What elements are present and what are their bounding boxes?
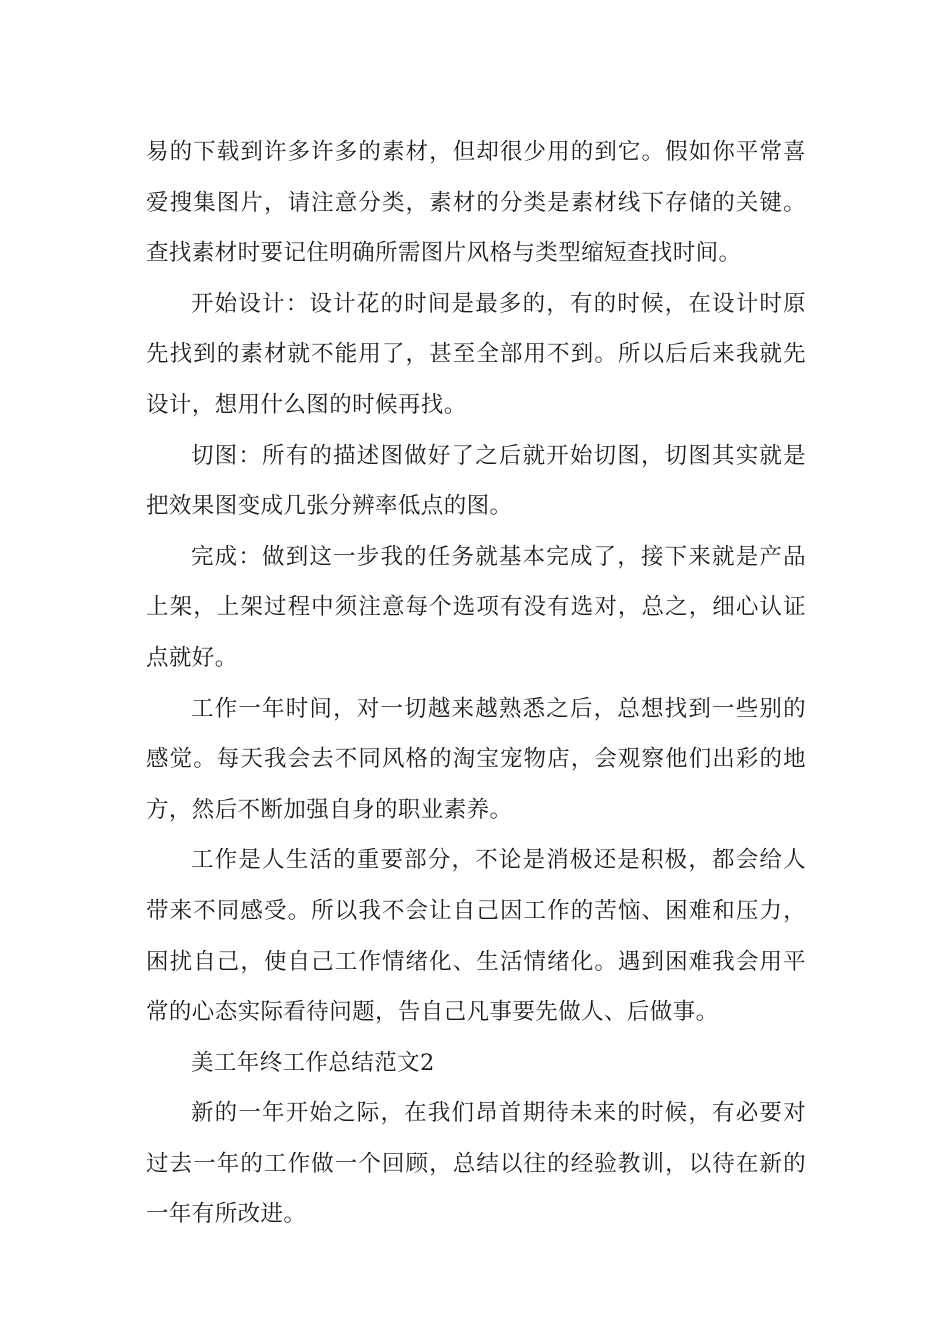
document-body	[146, 127, 806, 1240]
paragraph-material-collection: 易的下载到许多许多的素材，但却很少用的到它。假如你平常喜爱搜集图片，请注意分类，素材的分类是素材线下存储的关键。查找素材时要记住明确所需图片风格与类型缩短查找时间。	[146, 139, 806, 267]
paragraph-work-attitude: 工作是人生活的重要部分，不论是消极还是积极，都会给人带来不同感受。所以我不会让自己因工作的苦恼、困难和压力，困扰自己，使自己工作情绪化、生活情绪化。遇到困难我会用平常的心态实际看待问题，告自己凡事要先做人、后做事。	[146, 847, 806, 1026]
paragraph-start-design: 开始设计：设计花的时间是最多的，有的时候，在设计时原先找到的素材就不能用了，甚至全部用不到。所以后后来我就先设计，想用什么图的时候再找。	[146, 290, 806, 418]
paragraph-new-year-review: 新的一年开始之际，在我们昂首期待未来的时候，有必要对过去一年的工作做一个回顾，总结以往的经验教训，以待在新的一年有所改进。	[146, 1100, 806, 1228]
paragraph-completion: 完成：做到这一步我的任务就基本完成了，接下来就是产品上架，上架过程中须注意每个选项有没有选对，总之，细心认证点就好。	[146, 543, 806, 671]
paragraph-slicing: 切图：所有的描述图做好了之后就开始切图，切图其实就是把效果图变成几张分辨率低点的图。	[146, 442, 806, 520]
paragraph-one-year-work: 工作一年时间，对一切越来越熟悉之后，总想找到一些别的感觉。每天我会去不同风格的淘宝宠物店，会观察他们出彩的地方，然后不断加强自身的职业素养。	[146, 695, 806, 823]
section-heading: 美工年终工作总结范文2	[191, 1049, 435, 1076]
